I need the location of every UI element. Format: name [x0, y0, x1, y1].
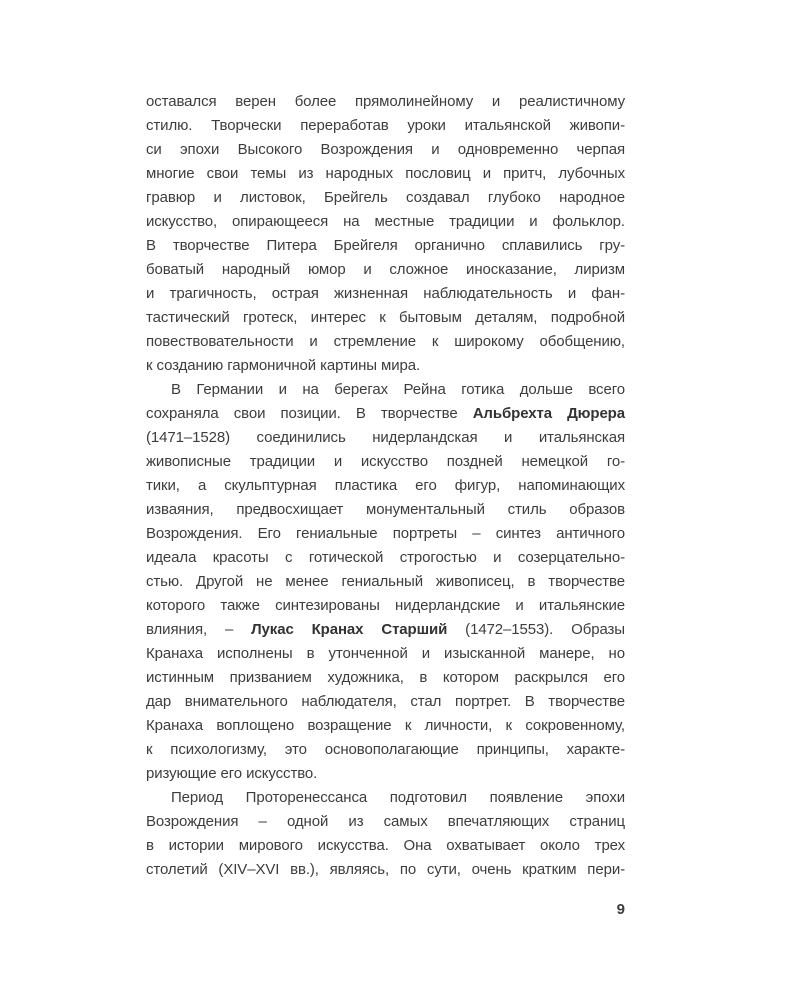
text-line — [146, 762, 625, 786]
text-line — [146, 426, 625, 450]
text-line — [146, 282, 625, 306]
text-line — [146, 642, 625, 666]
text-line — [146, 450, 625, 474]
text-segment: повествовательности и стремление к широкому обобщению, — [146, 333, 625, 350]
text-segment: влияния, – — [146, 621, 252, 638]
text-segment: истинным призванием художника, в котором раскрылся его — [146, 669, 625, 686]
text-line — [146, 378, 625, 402]
text-segment: идеала красоты с готической строгостью и созерцательно- — [146, 549, 625, 566]
text-segment: гравюр и листовок, Брейгель создавал глубоко народное — [146, 189, 625, 206]
text-segment: и трагичность, острая жизненная наблюдательность и фан- — [146, 285, 625, 302]
text-line — [146, 738, 625, 762]
text-segment: дар внимательного наблюдателя, стал портрет. В творчестве — [146, 693, 625, 710]
text-line — [146, 714, 625, 738]
text-line — [146, 234, 625, 258]
page-number: 9 — [616, 901, 625, 918]
text-segment: которого также синтезированы нидерландские и итальянские — [146, 597, 625, 614]
text-segment: в истории мирового искусства. Она охватывает около трех — [146, 837, 625, 854]
text-segment: стью. Другой не менее гениальный живописец, в творчестве — [146, 573, 625, 590]
text-segment: Период Проторенессанса подготовил появление эпохи — [171, 789, 625, 806]
text-line — [146, 474, 625, 498]
text-line — [146, 90, 625, 114]
text-line — [146, 570, 625, 594]
text-segment: столетий (XIV–XVI вв.), являясь, по сути, очень кратким пери- — [146, 861, 625, 878]
text-segment: си эпохи Высокого Возрождения и одновременно черпая — [146, 141, 625, 158]
emphasized-name: Лукас Кранах Старший — [251, 621, 448, 638]
text-line — [146, 834, 625, 858]
text-segment: сохраняла свои позиции. В творчестве — [146, 405, 473, 422]
text-line — [146, 210, 625, 234]
text-column — [146, 90, 625, 882]
text-segment: многие свои темы из народных пословиц и притч, лубочных — [146, 165, 625, 182]
text-segment: Возрождения – одной из самых впечатляющих страниц — [146, 813, 625, 830]
text-line — [146, 402, 625, 426]
text-segment: боватый народный юмор и сложное иносказание, лиризм — [146, 261, 625, 278]
text-segment: тастический гротеск, интерес к бытовым деталям, подробной — [146, 309, 625, 326]
text-line — [146, 546, 625, 570]
text-line — [146, 354, 625, 378]
text-segment: Кранаха воплощено возращение к личности, к сокровенному, — [146, 717, 625, 734]
text-segment: оставался верен более прямолинейному и реалистичному — [146, 93, 625, 110]
text-segment: ризующие его искусство. — [146, 765, 318, 782]
text-line — [146, 330, 625, 354]
text-segment: Кранаха исполнены в утонченной и изысканной манере, но — [146, 645, 625, 662]
text-line — [146, 306, 625, 330]
text-line — [146, 162, 625, 186]
text-segment: живописные традиции и искусство поздней немецкой го- — [146, 453, 625, 470]
text-line — [146, 522, 625, 546]
text-segment: Возрождения. Его гениальные портреты – синтез античного — [146, 525, 625, 542]
text-line — [146, 786, 625, 810]
text-line — [146, 138, 625, 162]
text-line — [146, 690, 625, 714]
text-segment: изваяния, предвосхищает монументальный стиль образов — [146, 501, 625, 518]
text-segment: к психологизму, это основополагающие принципы, характе- — [146, 741, 625, 758]
text-segment: к созданию гармоничной картины мира. — [146, 357, 421, 374]
text-line — [146, 186, 625, 210]
text-line — [146, 258, 625, 282]
text-segment: (1472–1553). Образы — [447, 621, 625, 638]
emphasized-name: Альбрехта Дюрера — [472, 405, 625, 422]
text-segment: тики, а скульптурная пластика его фигур, напоминающих — [146, 477, 625, 494]
text-line — [146, 810, 625, 834]
text-segment: искусство, опирающееся на местные традиции и фольклор. — [146, 213, 625, 230]
text-line — [146, 114, 625, 138]
text-line — [146, 618, 625, 642]
text-segment: (1471–1528) соединились нидерландская и итальянская — [146, 429, 625, 446]
text-segment: В Германии и на берегах Рейна готика дольше всего — [171, 381, 625, 398]
text-line — [146, 858, 625, 882]
text-segment: В творчестве Питера Брейгеля органично сплавились гру- — [146, 237, 625, 254]
text-line — [146, 594, 625, 618]
text-line — [146, 498, 625, 522]
text-line — [146, 666, 625, 690]
text-segment: стилю. Творчески переработав уроки итальянской живопи- — [146, 117, 625, 134]
